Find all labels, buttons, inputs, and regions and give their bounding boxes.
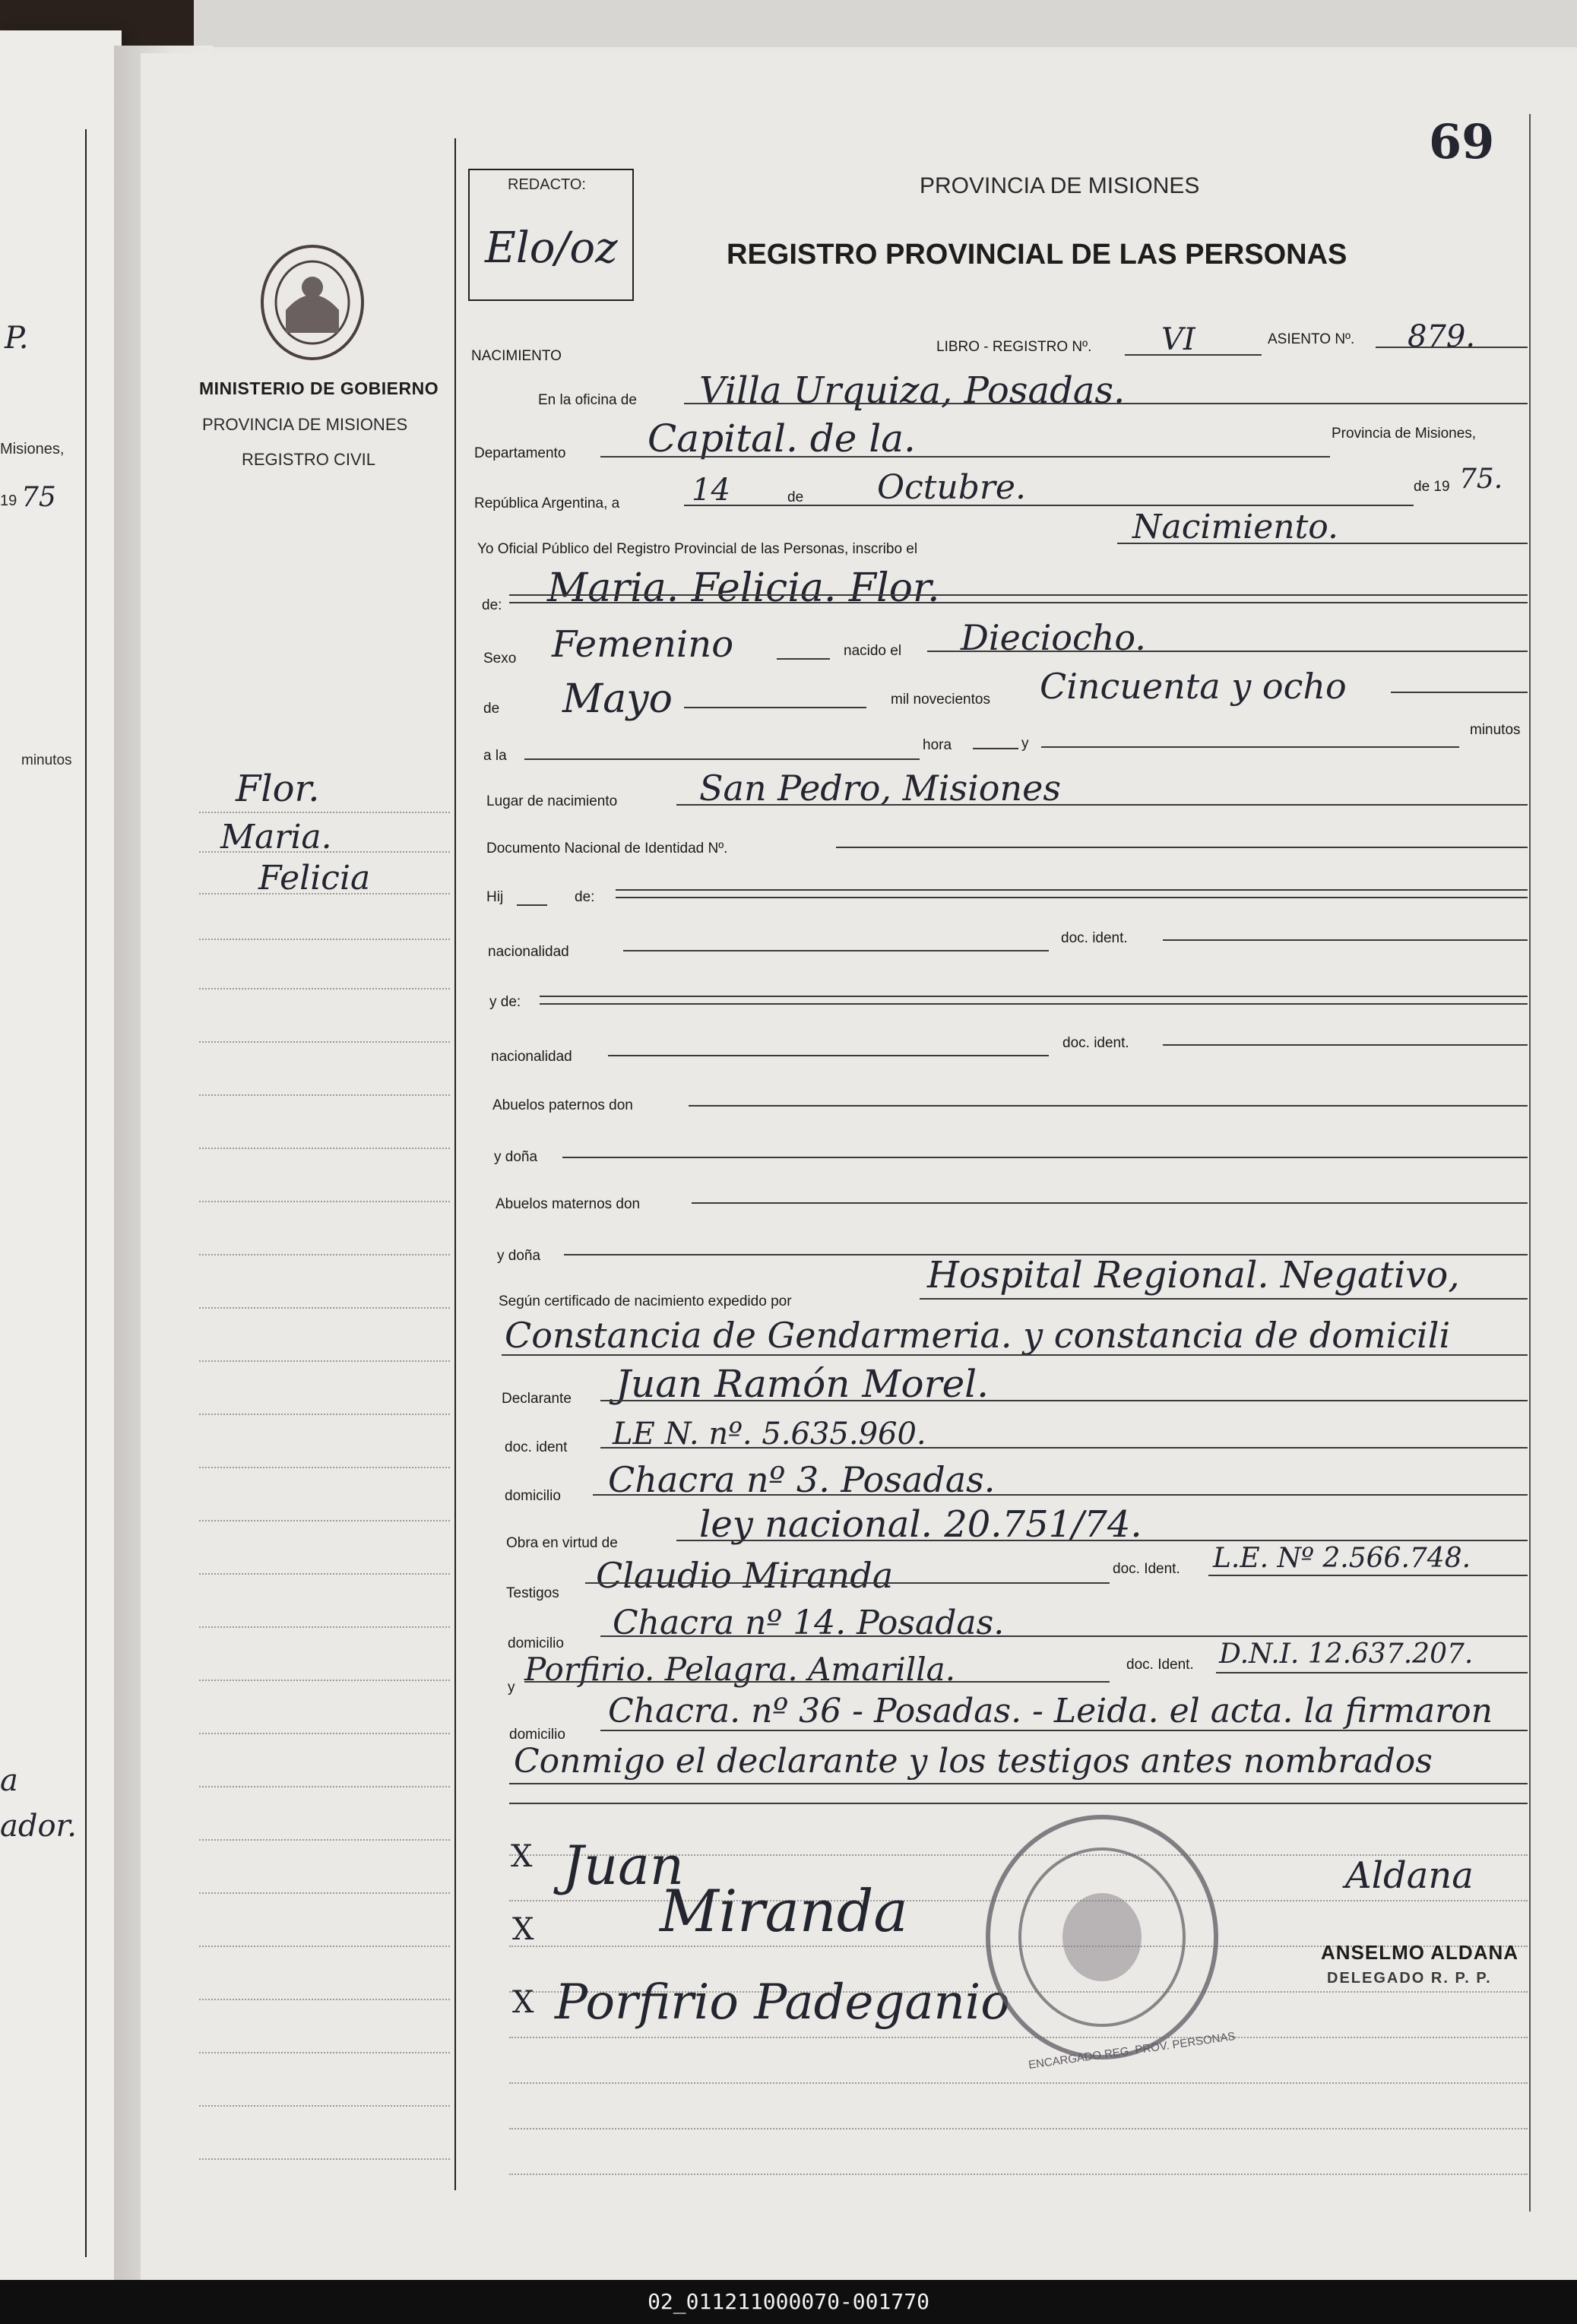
segun-value-1: Hospital Regional. Negativo, [927, 1254, 1460, 1297]
redacto-signature: Elo/oz [485, 223, 618, 273]
scan-identifier: 02_011211000070-001770 [0, 2280, 1577, 2324]
obra-value: ley nacional. 20.751/74. [699, 1503, 1142, 1546]
de19-label: de 19 [1414, 479, 1450, 495]
testigo2-doc-value: D.N.I. 12.637.207. [1219, 1639, 1474, 1670]
abuelos-maternos-label: Abuelos maternos don [496, 1196, 641, 1212]
hora-label: hora [923, 737, 952, 753]
oficina-label: En la oficina de [538, 392, 637, 408]
province-heading: PROVINCIA DE MISIONES [920, 173, 1200, 198]
stamp-text: ENCARGADO REG. PROV. PERSONAS [1028, 2029, 1237, 2072]
testigo1-value: Claudio Miranda [596, 1555, 894, 1596]
left-fragment: a [0, 1763, 18, 1798]
redacto-box [468, 169, 634, 301]
doc-ident-label: doc. ident. [1061, 930, 1128, 946]
testigo1-signature: Miranda [660, 1877, 908, 1945]
margin-name-line: Flor. [236, 768, 320, 810]
mes-value: Octubre. [877, 468, 1026, 507]
y-testigo-label: y [508, 1680, 515, 1696]
de-label: de [787, 489, 804, 505]
testigos-label: Testigos [506, 1585, 559, 1601]
nacionalidad-label: nacionalidad [488, 944, 569, 960]
provincia-suffix: Provincia de Misiones, [1332, 426, 1477, 442]
dia-value: 14 [692, 473, 730, 508]
doc-ident-testigo1-label: doc. Ident. [1113, 1561, 1180, 1577]
left-fragment: 19 [0, 492, 17, 509]
inscribo-value: Nacimiento. [1132, 508, 1339, 546]
delegado-signature: Aldana [1345, 1854, 1474, 1897]
doc-ident-declarante-label: doc. ident [505, 1439, 568, 1455]
margin-name-line: Felicia [258, 859, 371, 898]
abuelos-paternos-label: Abuelos paternos don [492, 1097, 633, 1113]
departamento-value: Capital. de la. [648, 416, 916, 461]
provincial-seal-icon [255, 242, 369, 363]
left-page [0, 30, 122, 2280]
nacionalidad-label: nacionalidad [491, 1049, 572, 1065]
lugar-label: Lugar de nacimiento [486, 793, 618, 809]
right-rule [1529, 114, 1531, 2212]
mil-novecientos-label: mil novecientos [891, 692, 990, 708]
segun-label: Según certificado de nacimiento expedido por [499, 1293, 792, 1309]
domicilio-label: domicilio [508, 1635, 564, 1651]
y-label: y [1021, 736, 1029, 752]
hij-de-label: de: [575, 889, 595, 905]
signature-mark: X [511, 1839, 533, 1874]
closing-text: Conmigo el declarante y los testigos antes nombrados [514, 1742, 1433, 1781]
testigo1-domicilio-value: Chacra nº 14. Posadas. [613, 1604, 1005, 1642]
domicilio-label: domicilio [505, 1488, 561, 1504]
anio-nacimiento-value: Cincuenta y ocho [1040, 666, 1347, 707]
a-la-label: a la [483, 748, 507, 764]
sexo-label: Sexo [483, 651, 517, 666]
doc-ident-label: doc. ident. [1062, 1035, 1129, 1051]
official-role: DELEGADO R. P. P. [1327, 1970, 1492, 1987]
nombre-value: Maria. Felicia. Flor. [547, 565, 940, 611]
declarante-doc-value: LE N. nº. 5.635.960. [613, 1417, 926, 1452]
ministry-name: MINISTERIO DE GOBIERNO [199, 378, 439, 398]
y-de-label: y de: [489, 994, 521, 1010]
left-fragment: Misiones, [0, 441, 65, 458]
left-fragment: ador. [0, 1809, 77, 1844]
redacto-label: REDACTO: [508, 176, 586, 193]
dni-label: Documento Nacional de Identidad Nº. [486, 841, 728, 856]
nacimiento-label: NACIMIENTO [471, 348, 562, 364]
segun-value-2: Constancia de Gendarmeria. y constancia de domicili [505, 1315, 1451, 1356]
declarante-domicilio-value: Chacra nº 3. Posadas. [608, 1459, 996, 1500]
testigo2-signature: Porfirio Padeganio [555, 1974, 1010, 2031]
yo-oficial-text: Yo Oficial Público del Registro Provincial de las Personas, inscribo el [477, 541, 918, 557]
doc-ident-testigo2-label: doc. Ident. [1126, 1657, 1194, 1673]
de-mes-label: de [483, 701, 500, 717]
dia-nacimiento-value: Dieciocho. [961, 617, 1146, 658]
libro-label: LIBRO - REGISTRO Nº. [936, 339, 1092, 355]
signature-mark: X [512, 1985, 534, 2020]
de-nombre-label: de: [482, 597, 502, 613]
page-number: 69 [1429, 114, 1495, 169]
nacido-label: nacido el [844, 643, 902, 659]
left-fragment: 75 [21, 482, 56, 513]
asiento-label: ASIENTO Nº. [1268, 331, 1355, 347]
testigo2-value: Porfirio. Pelagra. Amarilla. [524, 1651, 956, 1688]
anio-value: 75. [1459, 464, 1503, 495]
ministry-province: PROVINCIA DE MISIONES [202, 415, 408, 434]
official-stamp-icon [980, 1812, 1224, 2063]
libro-value: VI [1161, 322, 1195, 357]
minutos-label: minutos [1470, 722, 1521, 738]
y-dona-label: y doña [497, 1248, 541, 1264]
testigo2-domicilio-value: Chacra. nº 36 - Posadas. - Leida. el acta. la firmaron [608, 1692, 1493, 1730]
signature-mark: X [512, 1912, 534, 1947]
y-dona-label: y doña [494, 1149, 538, 1165]
asiento-value: 879. [1408, 319, 1476, 354]
republica-label: República Argentina, a [474, 496, 620, 511]
ministry-registry: REGISTRO CIVIL [242, 450, 376, 469]
left-fragment: P. [5, 321, 29, 356]
hij-label: Hij [486, 889, 504, 905]
margin-name-line: Maria. [220, 818, 332, 856]
testigo1-doc-value: L.E. Nº 2.566.748. [1213, 1543, 1471, 1574]
left-fragment: minutos [21, 752, 72, 768]
domicilio-label: domicilio [509, 1727, 565, 1743]
mes-nacimiento-value: Mayo [562, 676, 673, 722]
margin-rule [454, 138, 456, 2190]
declarante-signature: Juan [562, 1835, 684, 1897]
oficina-value: Villa Urquiza, Posadas. [699, 369, 1126, 412]
lugar-value: San Pedro, Misiones [699, 768, 1061, 809]
obra-label: Obra en virtud de [506, 1535, 618, 1551]
official-name: ANSELMO ALDANA [1321, 1941, 1519, 1964]
declarante-value: Juan Ramón Morel. [616, 1362, 990, 1406]
top-edge [0, 0, 1577, 47]
registry-title: REGISTRO PROVINCIAL DE LAS PERSONAS [727, 239, 1347, 271]
sexo-value: Femenino [552, 623, 734, 666]
declarante-label: Declarante [502, 1391, 572, 1407]
departamento-label: Departamento [474, 445, 566, 461]
